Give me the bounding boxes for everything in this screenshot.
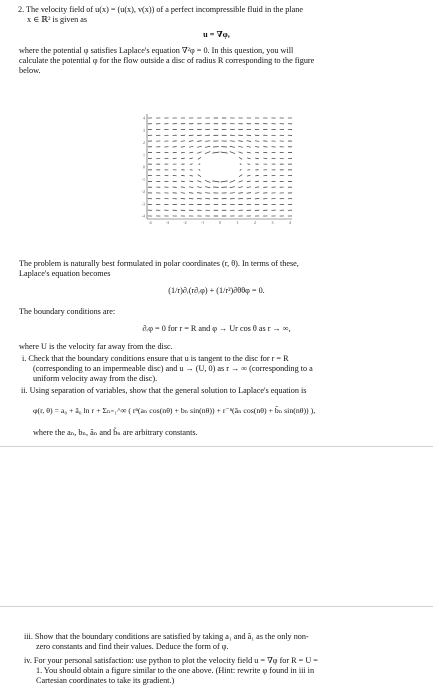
potential-line-1: where the potential φ satisfies Laplace's equation ∇²φ = 0. In this question, you will <box>19 46 294 55</box>
velocity-arrow <box>247 141 251 142</box>
velocity-equation: u = ∇φ, <box>203 30 230 39</box>
velocity-arrow <box>181 187 185 188</box>
velocity-arrow <box>189 193 193 194</box>
y-tick-label: 3 <box>143 127 145 133</box>
velocity-arrow <box>247 175 250 176</box>
x-tick-label: 0 <box>219 220 221 225</box>
potential-line-3: below. <box>19 66 41 75</box>
velocity-arrow <box>212 181 219 182</box>
part-i-line-1: i. Check that the boundary conditions ensure that u is tangent to the disc for r = R <box>22 354 289 363</box>
polar-line-1: The problem is naturally best formulated in polar coordinates (r, θ). In terms of these, <box>19 259 299 268</box>
velocity-arrow <box>247 181 251 182</box>
velocity-arrow <box>255 181 259 182</box>
velocity-arrow <box>197 152 201 154</box>
part-iv-line-3: Cartesian coordinates to take its gradient.) <box>36 676 175 685</box>
velocity-arrow <box>238 181 242 183</box>
y-tick-label: -2 <box>141 189 145 194</box>
y-tick-label: 2 <box>143 140 145 145</box>
velocity-arrow <box>205 180 210 182</box>
velocity-arrow <box>247 158 250 159</box>
x-tick-label: -3 <box>165 220 170 225</box>
velocity-arrow <box>181 147 185 148</box>
laplace-equation: (1/r)∂ᵣ(r∂ᵣφ) + (1/r²)∂θθφ = 0. <box>168 286 265 295</box>
velocity-arrow <box>247 152 251 153</box>
constants-line: where the aₙ, bₙ, ãₙ and b̃ₙ are arbitrary constants. <box>33 428 198 437</box>
part-i-line-3: uniform velocity away from the disc). <box>33 374 158 383</box>
velocity-arrow <box>239 175 242 177</box>
velocity-arrow <box>230 180 235 182</box>
velocity-arrow <box>238 193 243 194</box>
x-tick-labels <box>148 220 291 225</box>
velocity-arrow <box>239 157 242 159</box>
velocity-arrow <box>255 147 259 148</box>
y-tick-label: 1 <box>143 152 145 158</box>
velocity-arrow <box>189 187 193 188</box>
velocity-arrow <box>190 175 193 176</box>
velocity-arrow <box>255 175 259 176</box>
x-tick-label: -1 <box>200 220 205 225</box>
velocity-arrow <box>189 181 193 182</box>
velocity-arrow <box>197 187 202 188</box>
velocity-arrow <box>238 152 242 154</box>
boundary-intro: The boundary conditions are: <box>19 307 116 316</box>
velocity-arrow <box>197 193 202 194</box>
velocity-arrow <box>240 169 242 170</box>
velocity-arrow <box>230 146 235 147</box>
x-tick-label: -2 <box>183 220 187 225</box>
velocity-arrow <box>230 141 235 142</box>
divider-bottom <box>0 606 433 607</box>
velocity-arrow <box>197 146 202 147</box>
y-tick-label: 0 <box>143 164 145 170</box>
velocity-arrow <box>221 152 228 153</box>
velocity-arrow <box>181 158 185 159</box>
intro-line-2: x ∈ ℝ² is given as <box>27 15 88 24</box>
x-tick-label: 3 <box>271 220 274 225</box>
part-iv-line-2: 1. You should obtain a figure similar to the one above. (Hint: rewrite φ found in iii in <box>36 666 315 675</box>
velocity-arrow <box>189 152 193 153</box>
velocity-arrow <box>190 158 193 159</box>
part-ii-line-1: ii. Using separation of variables, show that the general solution to Laplace's equation is <box>21 386 307 395</box>
boundary-equation: ∂ᵣφ = 0 for r = R and φ → Ur cos θ as r → ∞, <box>142 324 291 333</box>
velocity-arrow <box>238 141 243 142</box>
y-tick-label: -3 <box>141 201 145 207</box>
velocity-arrow <box>205 187 210 188</box>
velocity-arrow <box>198 157 201 159</box>
velocity-arrow <box>238 187 243 188</box>
velocity-arrow <box>247 193 251 194</box>
velocity-field-figure <box>134 114 296 226</box>
part-i-line-2: (corresponding to an impermeable disc) and u → (U, 0) as r → ∞ (corresponding to a <box>33 364 313 373</box>
y-tick-label: -4 <box>141 213 145 219</box>
polar-line-2: Laplace's equation becomes <box>19 269 111 278</box>
velocity-arrow <box>181 181 185 182</box>
velocity-arrow <box>255 152 259 153</box>
plot-axes <box>147 114 292 219</box>
intro-line-1: 2. The velocity field of u(x) = (u(x), v(x)) of a perfect incompressible fluid in the plane <box>18 5 304 14</box>
velocity-arrows <box>148 118 292 216</box>
part-iv-line-1: iv. For your personal satisfaction: use python to plot the velocity field u = ∇φ for R = U = <box>24 656 318 665</box>
velocity-arrow <box>238 146 243 147</box>
velocity-arrow <box>199 169 201 170</box>
y-tick-labels <box>142 116 145 219</box>
velocity-arrow <box>247 146 251 147</box>
velocity-arrow <box>181 175 185 176</box>
y-tick-label: -1 <box>141 176 145 182</box>
velocity-arrow <box>230 193 235 194</box>
part-iii-line-2: zero constants and find their values. Deduce the form of φ. <box>36 642 229 651</box>
velocity-arrow <box>199 164 201 165</box>
x-tick-label: 1 <box>236 220 239 225</box>
velocity-arrow <box>255 158 259 159</box>
divider-top <box>0 446 433 447</box>
velocity-arrow <box>205 193 210 194</box>
velocity-arrow <box>197 141 202 142</box>
x-tick-label: -4 <box>148 220 152 225</box>
velocity-arrow <box>205 152 210 154</box>
potential-line-2: calculate the potential φ for the flow outside a disc of radius R corresponding to the figure <box>19 56 315 65</box>
velocity-arrow <box>189 141 193 142</box>
velocity-arrow <box>240 164 242 165</box>
velocity-arrow <box>181 152 185 153</box>
y-tick-label: 4 <box>143 115 145 121</box>
velocity-arrow <box>205 146 210 147</box>
velocity-arrow <box>255 187 259 188</box>
velocity-arrow <box>205 141 210 142</box>
velocity-arrow <box>230 187 235 188</box>
x-tick-label: 4 <box>289 220 291 225</box>
velocity-arrow <box>198 175 201 177</box>
x-tick-label: 2 <box>254 220 256 225</box>
general-solution-equation: φ(r, θ) = a₀ + ã₀ ln r + Σₙ₌₁^∞ ( rⁿ(aₙ cos(nθ) + bₙ sin(nθ)) + r⁻ⁿ(ãₙ cos(nθ) + b̃ₙ sin(nθ)) ), <box>33 406 316 415</box>
part-iii-line-1: iii. Show that the boundary conditions are satisfied by taking a₁ and ã₁ as the only non- <box>24 632 309 641</box>
velocity-arrow <box>230 152 235 154</box>
velocity-arrow <box>197 181 201 183</box>
u-definition: where U is the velocity far away from the disc. <box>19 342 173 351</box>
velocity-arrow <box>247 187 251 188</box>
velocity-arrow <box>212 152 219 153</box>
velocity-arrow <box>189 146 193 147</box>
velocity-arrow <box>221 181 228 182</box>
